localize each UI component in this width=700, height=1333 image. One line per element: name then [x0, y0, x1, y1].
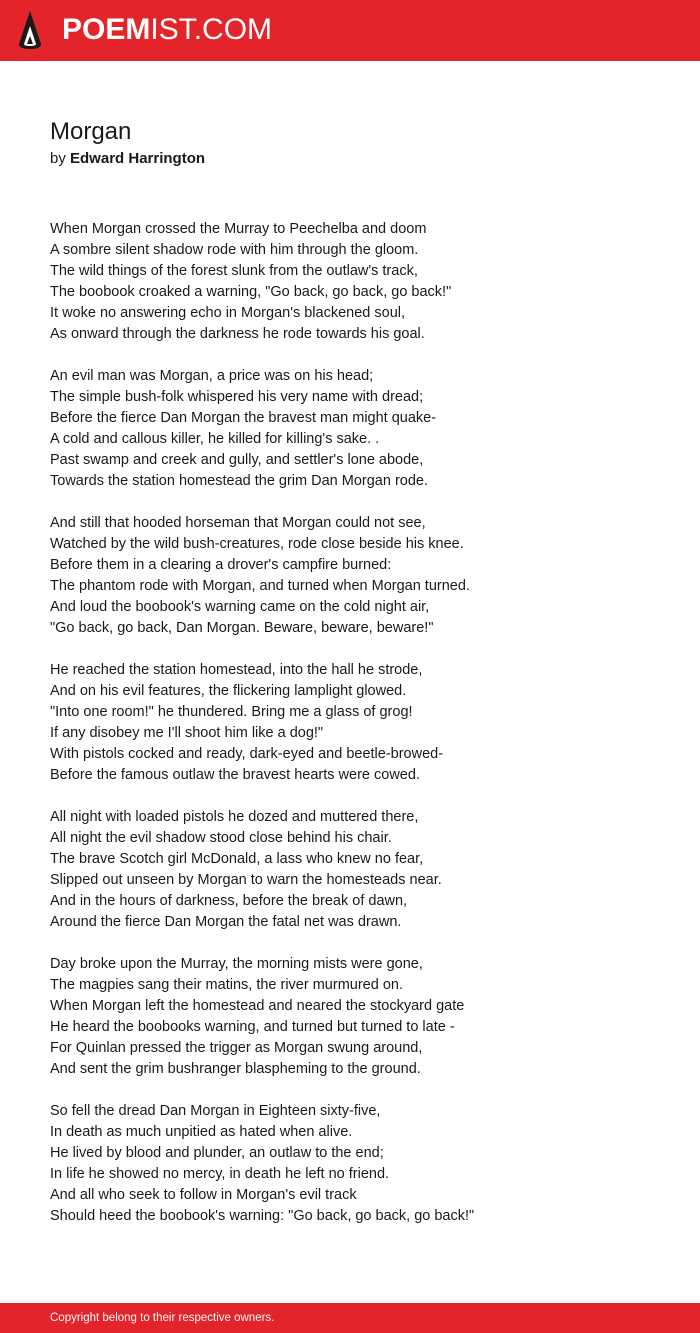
copyright-text: Copyright belong to their respective owners.: [50, 1312, 275, 1324]
stanza: [50, 513, 670, 639]
site-header: [0, 0, 700, 61]
poem-line: And on his evil features, the flickering lamplight glowed.: [50, 683, 407, 699]
poem-line: In life he showed no mercy, in death he left no friend.: [50, 1166, 390, 1182]
stanza: [50, 660, 670, 786]
poem-line: "Go back, go back, Dan Morgan. Beware, beware, beware!": [50, 620, 434, 636]
poem-line: He reached the station homestead, into the hall he strode,: [50, 662, 423, 678]
poem-line: Around the fierce Dan Morgan the fatal net was drawn.: [50, 914, 402, 930]
poem-line: The wild things of the forest slunk from the outlaw's track,: [50, 263, 418, 279]
poem-line: As onward through the darkness he rode towards his goal.: [50, 326, 425, 342]
poem-line: A cold and callous killer, he killed for killing's sake. .: [50, 431, 380, 447]
stanza: [50, 1101, 670, 1227]
poem-line: So fell the dread Dan Morgan in Eighteen sixty-five,: [50, 1103, 381, 1119]
poem-line: A sombre silent shadow rode with him through the gloom.: [50, 242, 419, 258]
poem-line: For Quinlan pressed the trigger as Morgan swung around,: [50, 1040, 423, 1056]
stanza: [50, 366, 670, 492]
poem-line: Before the fierce Dan Morgan the bravest man might quake-: [50, 410, 437, 426]
poem-line: All night with loaded pistols he dozed and muttered there,: [50, 809, 419, 825]
poem-line: And all who seek to follow in Morgan's evil track: [50, 1187, 357, 1203]
poem-line: And sent the grim bushranger blaspheming to the ground.: [50, 1061, 421, 1077]
poem-line: And loud the boobook's warning came on the cold night air,: [50, 599, 430, 615]
poem-line: With pistols cocked and ready, dark-eyed and beetle-browed-: [50, 746, 444, 762]
poem-line: Past swamp and creek and gully, and settler's lone abode,: [50, 452, 424, 468]
pencil-icon[interactable]: [18, 10, 42, 50]
poem-line: Day broke upon the Murray, the morning mists were gone,: [50, 956, 423, 972]
logo-bold-text: POEM: [62, 13, 151, 46]
stanza: [50, 954, 670, 1080]
poem-line: Towards the station homestead the grim Dan Morgan rode.: [50, 473, 429, 489]
poem-body: [50, 219, 670, 1248]
poem-line: And still that hooded horseman that Morgan could not see,: [50, 515, 426, 531]
poem-line: If any disobey me I'll shoot him like a dog!": [50, 725, 324, 741]
poem-line: It woke no answering echo in Morgan's blackened soul,: [50, 305, 406, 321]
byline: [50, 149, 205, 169]
poem-line: When Morgan crossed the Murray to Peechelba and doom: [50, 221, 427, 237]
stanza: [50, 219, 670, 345]
poem-line: An evil man was Morgan, a price was on his head;: [50, 368, 374, 384]
poem-line: He heard the boobooks warning, and turned but turned to late -: [50, 1019, 455, 1035]
poem-line: All night the evil shadow stood close behind his chair.: [50, 830, 392, 846]
poem-line: The phantom rode with Morgan, and turned when Morgan turned.: [50, 578, 470, 594]
poem-line: The boobook croaked a warning, "Go back, go back, go back!": [50, 284, 452, 300]
poem-line: Before them in a clearing a drover's campfire burned:: [50, 557, 392, 573]
stanza: [50, 807, 670, 933]
poem-line: Slipped out unseen by Morgan to warn the homesteads near.: [50, 872, 442, 888]
poem-line: The simple bush-folk whispered his very name with dread;: [50, 389, 424, 405]
by-label: by: [50, 150, 66, 167]
poem-line: And in the hours of darkness, before the break of dawn,: [50, 893, 408, 909]
poem-line: The magpies sang their matins, the river murmured on.: [50, 977, 403, 993]
poem-line: He lived by blood and plunder, an outlaw to the end;: [50, 1145, 384, 1161]
logo-light-text: IST.COM: [150, 13, 273, 46]
author-name: Edward Harrington: [70, 150, 206, 167]
poem-line: In death as much unpitied as hated when alive.: [50, 1124, 353, 1140]
poem-line: When Morgan left the homestead and neared the stockyard gate: [50, 998, 465, 1014]
site-logo[interactable]: [62, 13, 272, 47]
site-footer: [0, 1303, 700, 1333]
poem-line: The brave Scotch girl McDonald, a lass who knew no fear,: [50, 851, 424, 867]
poem-line: Should heed the boobook's warning: "Go back, go back, go back!": [50, 1208, 475, 1224]
poem-line: Before the famous outlaw the bravest hearts were cowed.: [50, 767, 420, 783]
poem-title: Morgan: [50, 118, 132, 145]
poem-line: Watched by the wild bush-creatures, rode close beside his knee.: [50, 536, 464, 552]
poem-line: "Into one room!" he thundered. Bring me a glass of grog!: [50, 704, 413, 720]
